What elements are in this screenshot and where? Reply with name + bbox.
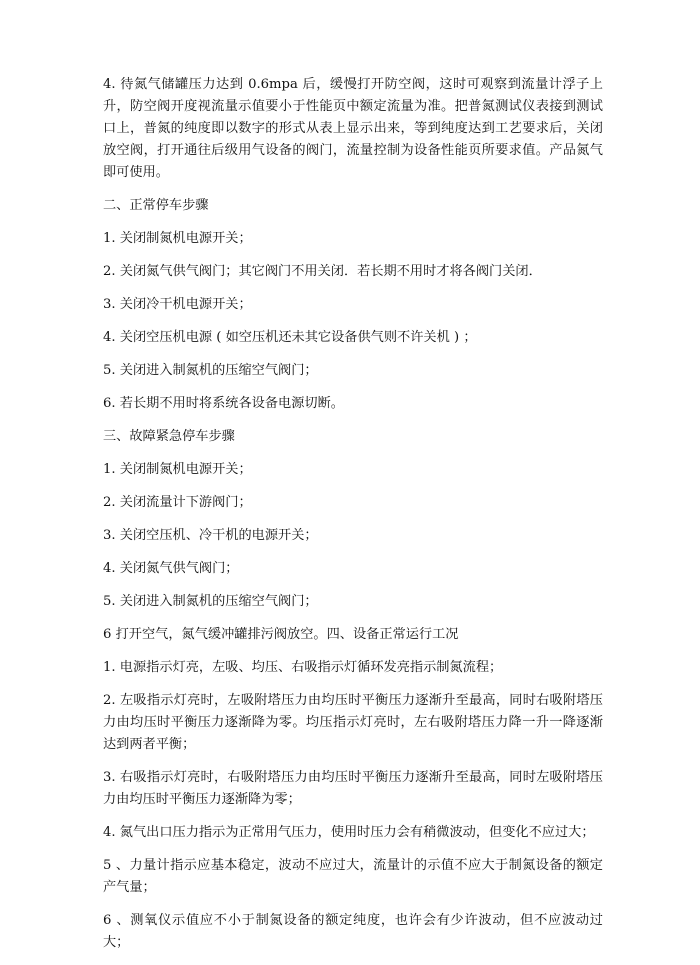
list-item: 5 、力量计指示应基本稳定，波动不应过大，流量计的示值不应大于制氮设备的额定产气量；: [103, 858, 603, 895]
section-heading-emergency-shutdown: 三、故障紧急停车步骤: [103, 429, 235, 444]
list-item: 5. 关闭进入制氮机的压缩空气阀门；: [103, 363, 318, 378]
list-item: 3. 关闭空压机、冷干机的电源开关；: [103, 528, 318, 543]
list-item: 2. 关闭流量计下游阀门；: [103, 495, 252, 510]
document-body: [103, 74, 603, 965]
list-item: 6 打开空气，氮气缓冲罐排污阀放空。四、设备正常运行工况: [103, 627, 459, 642]
list-item: 6 、测氧仪示值应不小于制氮设备的额定纯度，也许会有少许波动，但不应波动过大；: [103, 913, 603, 950]
list-item: 4. 氮气出口压力指示为正常用气压力，使用时压力会有稍微波动，但变化不应过大；: [103, 825, 595, 840]
list-item: 3. 关闭冷干机电源开关；: [103, 297, 252, 312]
list-item: 6. 若长期不用时将系统各设备电源切断。: [103, 396, 344, 411]
list-item: 5. 关闭进入制氮机的压缩空气阀门；: [103, 594, 318, 609]
list-item: 1. 关闭制氮机电源开关；: [103, 462, 252, 477]
list-item: 1. 关闭制氮机电源开关；: [103, 231, 252, 246]
paragraph-startup-step-4: 4. 待氮气储罐压力达到 0.6mpa 后，缓慢打开防空阀，这时可观察到流量计浮子上升，防空阀开度视流量示值要小于性能页中额定流量为准。把普氮测试仪表接到测试口上，普氮的纯度即以数字的形式从表上显示出来，等到纯度达到工艺要求后，关闭放空阀，打开通往后级用气设备的阀门，流量控制为设备性能页所要求值。产品氮气即可使用。: [103, 77, 603, 180]
list-item: 1. 电源指示灯亮，左吸、均压、右吸指示灯循环发亮指示制氮流程；: [103, 660, 503, 675]
list-item: 4. 关闭氮气供气阀门；: [103, 561, 239, 576]
list-item: 2. 关闭氮气供气阀门；其它阀门不用关闭．若长期不用时才将各阀门关闭．: [103, 264, 542, 279]
list-item: 2. 左吸指示灯亮时，左吸附塔压力由均压时平衡压力逐渐升至最高，同时右吸附塔压力由均压时平衡压力逐渐降为零。均压指示灯亮时，左右吸附塔压力降一升一降逐渐达到两者平衡；: [103, 693, 603, 752]
list-item: 4. 关闭空压机电源 ( 如空压机还未其它设备供气则不许关机 ) ；: [103, 330, 477, 345]
section-heading-normal-shutdown: 二、正常停车步骤: [103, 198, 209, 213]
list-item: 3. 右吸指示灯亮时，右吸附塔压力由均压时平衡压力逐渐升至最高，同时左吸附塔压力由均压时平衡压力逐渐降为零；: [103, 770, 603, 807]
